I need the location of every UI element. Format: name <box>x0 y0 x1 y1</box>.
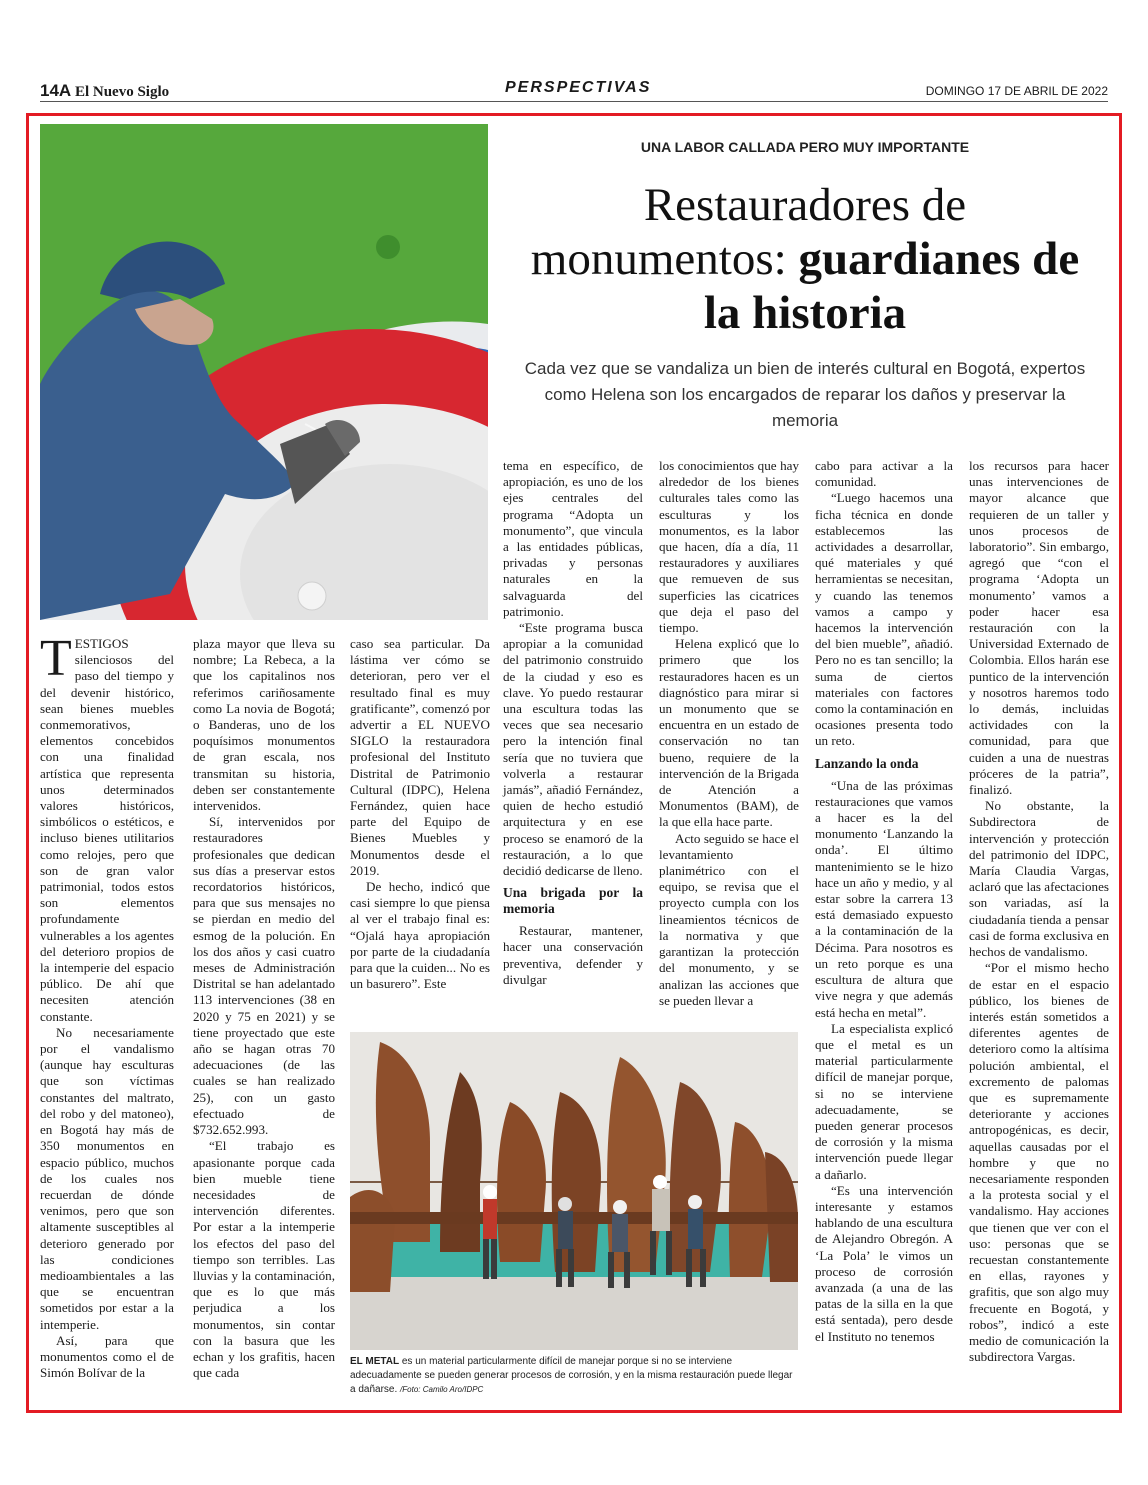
caption-lead: EL METAL <box>350 1356 400 1367</box>
page-number: 14A <box>40 81 72 100</box>
kicker: UNA LABOR CALLADA PERO MUY IMPORTANTE <box>640 139 970 155</box>
restorer-photo <box>40 124 488 620</box>
photo-caption <box>350 1355 798 1397</box>
paragraph: Acto seguido se hace el levantamiento planimétrico con el equipo, se revisa que el proyecto cumpla con los lineamientos técnicos de la normativa y que garantizan la protección del monumento, y se analizan las acciones que se pueden llevar a <box>659 830 799 1008</box>
paragraph: “Por el mismo hecho de estar en el espacio público, los bienes de interés están sometidos a diferentes agentes de deterioro como la altísima polución ambiental, el excremento de palomas que es supremamente deteriorante y acciones antropogénicas, es decir, aquellas causadas por el hombre y que no necesariamente responden a la protesta social y el vandalismo. Hay acciones que tienen que ver con el uso: personas que se recuestan constantemente en ellas, rayones y grafitis, que son algo muy frecuente en Bogotá, y robos”, indicó a este medio de comunicación la subdirectora Vargas. <box>969 960 1109 1365</box>
paragraph: Helena explicó que lo primero que los restauradores hacen es un diagnóstico para mirar si un monumento que se encuentra en un estado de conservación no tan bueno, requiere de la intervención de la Brigada de Atención a Monumentos (BAM), de la que ella hace parte. <box>659 636 799 830</box>
paragraph: “El trabajo es apasionante porque cada bien mueble tiene necesidades de intervención diferentes. Por estar a la intemperie los efectos del paso del tiempo son terribles. Las lluvias y la contaminación, que es lo que más perjudica a los monumentos, sin contar con la basura que les echan y los grafitis, hacen que cada <box>193 1138 335 1381</box>
caption-text: es un material particularmente difícil de manejar porque si no se interviene adecuadamente se pueden generar procesos de corrosión, y en la misma restauración puede llegar a dañarse. <box>350 1356 793 1395</box>
paragraph: tema en específico, de apropiación, es uno de los ejes centrales del programa “Adopta un monumento”, que vincula a las entidades públicas, privadas y personas naturales en la salvaguarda del patrimonio. <box>503 458 643 619</box>
section-title: PERSPECTIVAS <box>505 79 652 96</box>
photo-credit: /Foto: Camilo Aro/IDPC <box>400 1385 484 1394</box>
restorer-photo-illustration <box>40 124 488 620</box>
newspaper-name: El Nuevo Siglo <box>74 84 170 100</box>
standfirst: Cada vez que se vandaliza un bien de interés cultural en Bogotá, expertos como Helena son los encargados de reparar los daños y preservar la memoria <box>524 359 1086 430</box>
article-column-4 <box>503 458 643 988</box>
subheading: Una brigada por la memoria <box>503 885 643 917</box>
paragraph: plaza mayor que lleva su nombre; La Rebeca, a la que los capitalinos nos referimos cariñosamente como La novia de Bogotá; o Banderas, uno de los poquísimos monumentos de gran escala, nos transmitan su historia, deben ser constantemente intervenidos. <box>193 636 335 814</box>
article-column-1 <box>40 630 174 1381</box>
paragraph: caso sea particular. Da lástima ver cómo se deterioran, pero ver el resultado final es muy gratificante”, comenzó por advertir a EL NUEVO SIGLO la restauradora profesional del Instituto Distrital de Patrimonio Cultural (IDPC), Helena Fernández, quien hace parte del Equipo de Bienes Muebles y Monumentos desde el 2019. <box>350 636 490 878</box>
article-column-2 <box>193 636 335 1381</box>
paragraph: Así, para que monumentos como el de Simón Bolívar de la <box>40 1332 174 1381</box>
paragraph: “Una de las próximas restauraciones que vamos a hacer es la del monumento ‘Lanzando la onda’. El último mantenimiento se le hizo hace un año y medio, y al estar sobre la carrera 13 está demasiado expuesto a la contaminación de la Décima. Para nosotros es un reto porque es una escultura de altura que vive negra y que además está hecha en metal”. <box>815 777 953 1020</box>
paragraph: los conocimientos que hay alrededor de los bienes culturales tales como las esculturas y los monumentos, es la labor que hacen, día a día, 11 restauradores y auxiliares que remueven de sus superficies las cicatrices que deja el paso del tiempo. <box>659 458 799 636</box>
headline <box>520 178 1090 340</box>
paragraph: cabo para activar a la comunidad. <box>815 458 953 490</box>
paragraph: Restaurar, mantener, hacer una conservación preventiva, defender y divulgar <box>503 923 643 987</box>
article-column-3 <box>350 636 490 992</box>
metal-sculpture-illustration <box>350 1032 798 1350</box>
paragraph: “Este programa busca apropiar a la comunidad del patrimonio construido de la ciudad y eso es clave. Yo puedo restaurar una escultura todas las veces que sea necesario pero la intención final sería que no tuviera que volverla a restaurar jamás”, añadió Fernández, quien de hecho estudió arquitectura y en ese proceso se enamoró de la restauración, a lo que decidió dedicarse de lleno. <box>503 620 643 879</box>
paragraph: No obstante, la Subdirectora de intervención y protección del patrimonio del IDPC, María Claudia Vargas, aclaró que las afectaciones son variadas, así la ciudadanía tienda a pensar casi de forma exclusiva en hechos de vandalismo. <box>969 798 1109 960</box>
paragraph: De hecho, indicó que casi siempre lo que piensa al ver el trabajo final es: “Ojalá haya apropiación por parte de la ciudadanía para que la cuiden... No es un basurero”. Este <box>350 879 490 992</box>
header-rule <box>40 101 1108 102</box>
paragraph: No necesariamente por el vandalismo (aunque hay esculturas que son víctimas constantes del maltrato, del robo y del matoneo), en Bogotá hay más de 350 monumentos en espacio público, muchos de los cuales nos recuerdan de dónde venimos, pero que son altamente susceptibles al deterioro generado por las condiciones medioambientales a las que se encuentran sometidos por estar a la intemperie. <box>40 1024 174 1332</box>
subheading: Lanzando la onda <box>815 755 919 771</box>
headline-bold: guardianes de la historia <box>703 233 1080 339</box>
drop-cap: T <box>40 630 72 687</box>
article-column-7 <box>969 458 1109 1365</box>
paragraph: los recursos para hacer unas intervenciones de mayor alcance que requieren de un taller y unos procesos de laboratorio”. Sin embargo, agregó que “con el programa ‘Adopta un monumento’ vamos a poder hacer esa restauración con la Universidad Externado de Colombia. Ellos harán ese puntico de la intervención y nosotros haremos todo lo demás, incluidas actividades con la comunidad, para que cuiden a una de nuestras próceres de la patria”, finalizó. <box>969 458 1109 798</box>
paragraph: TESTIGOS silenciosos del paso del tiempo y del devenir histórico, sean bienes muebles conmemorativos, elementos concebidos con una finalidad artística que representa unos determinados valores históricos, simbólicos o estéticos, e incluso bienes utilitarios como relojes, pero que son de gran valor patrimonial, todos estos son elementos profundamente vulnerables a los agentes del deterioro propios de la intemperie del espacio público. De ahí que necesiten atención constante. <box>40 630 174 1024</box>
page-folio <box>40 81 169 101</box>
article-column-6 <box>815 458 953 1345</box>
paragraph: “Luego hacemos una ficha técnica en donde establecemos las actividades a desarrollar, qué materiales y qué herramientas se necesitan, y cuando las tenemos vamos a campo y hacemos la intervención del bien mueble”, añadió. Pero no es tan sencillo; la suma de ciertos materiales con factores como la contaminación en ocasiones presenta todo un reto. <box>815 490 953 749</box>
article-column-5 <box>659 458 799 1009</box>
paragraph: “Es una intervención interesante y estamos hablando de una escultura de Alejandro Obregón. A ‘La Pola’ le vimos un proceso de corrosión avanzada (a una de las patas de la silla en la que está sentada), pero desde el Instituto no tenemos <box>815 1182 953 1344</box>
issue-date: DOMINGO 17 DE ABRIL DE 2022 <box>925 84 1108 98</box>
paragraph: Sí, intervenidos por restauradores profesionales que dedican sus días a preservar estos recordatorios históricos, para que sus mensajes no se pierdan en medio del esmog de la polución. En los dos años y casi cuatro meses de Administración Distrital se han adelantado 113 intervenciones (38 en 2020 y 75 en 2021) y se tiene proyectado que este año se hagan otras 70 adecuaciones (de las cuales se han realizado 25), con un gasto efectuado de $732.652.993. <box>193 814 335 1138</box>
paragraph: La especialista explicó que el metal es un material particularmente difícil de manejar porque, si no se interviene adecuadamente, se pueden generar procesos de corrosión y la misma intervención puede llegar a dañarlo. <box>815 1020 953 1182</box>
metal-sculpture-photo <box>350 1032 798 1350</box>
headline-light: Restauradores de monumentos: <box>530 179 967 285</box>
